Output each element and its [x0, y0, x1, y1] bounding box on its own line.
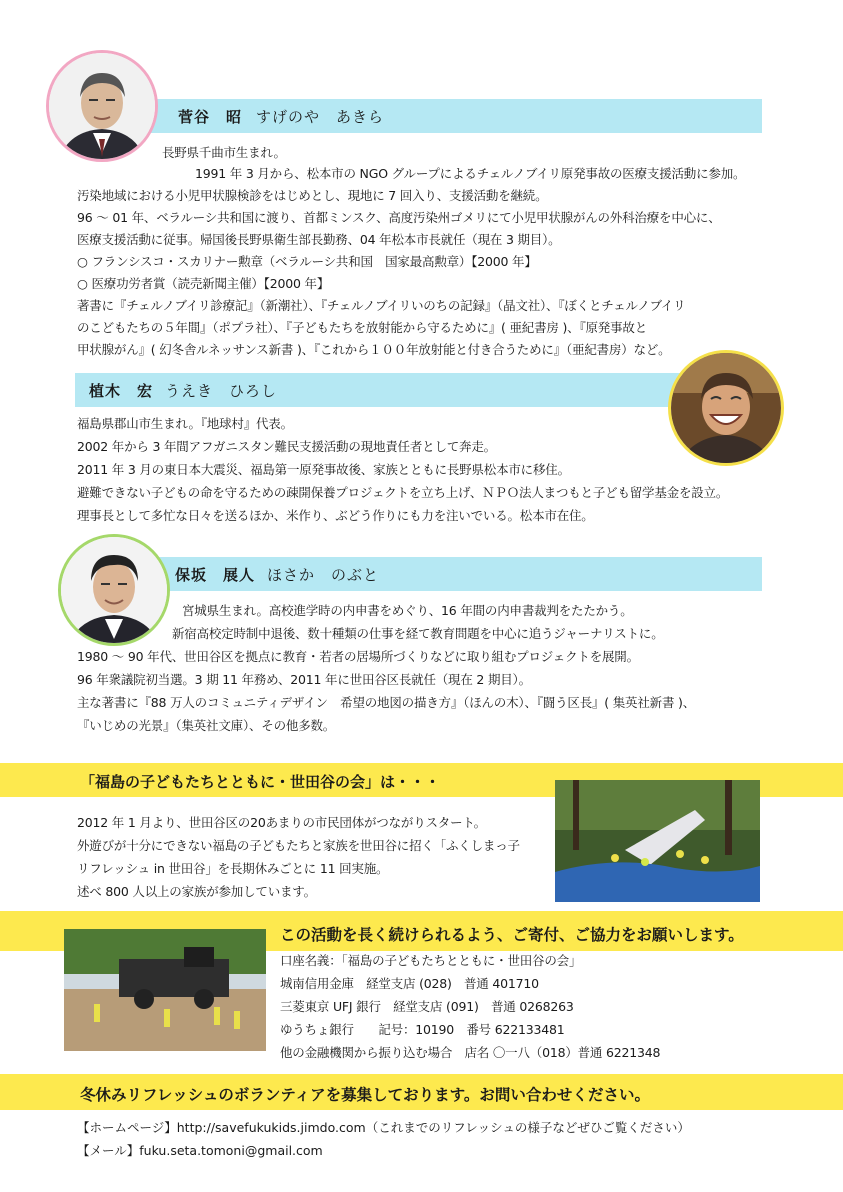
about-line: 述べ 800 人以上の家族が参加しています。 [77, 884, 316, 899]
profile-2-name: 植木 宏 [89, 382, 154, 400]
profile-1-line: ○ 医療功労者賞（読売新聞主催）【2000 年】 [77, 276, 330, 291]
profile-1-line: 96 ～ 01 年、ベラルーシ共和国に渡り、首都ミンスク、高度汚染州ゴメリにて小児甲状腺がんの外科治療を中心に、 [77, 210, 721, 225]
profile-3-name: 保坂 展人 [175, 566, 256, 584]
donation-line: ゆうちょ銀行 記号：10190 番号 622133481 [280, 1022, 565, 1037]
refresh-event-photo [555, 780, 760, 902]
profile-1-name: 菅谷 昭 [178, 108, 243, 126]
volunteer-heading: 冬休みリフレッシュのボランティアを募集しております。お問い合わせください。 [80, 1086, 650, 1104]
profile-2-namebar [75, 373, 685, 407]
donation-line: 口座名義：「福島の子どもたちとともに・世田谷の会」 [280, 953, 582, 968]
profile-1-line: 長野県千曲市生まれ。 [162, 145, 286, 160]
homepage-link[interactable]: 【ホームページ】http://savefukukids.jimdo.com（これまでのリフレッシュの様子などぜひご覧ください） [77, 1120, 690, 1135]
about-line: 2012 年 1 月より、世田谷区の20あまりの市民団体がつながりスタート。 [77, 815, 486, 830]
profile-1-line: のこどもたちの５年間』（ポプラ社）、『子どもたちを放射能から守るために』( 亜紀書房 )、『原発事故と [77, 320, 648, 335]
profile-2-line: 2011 年 3 月の東日本大震災、福島第一原発事故後、家族とともに長野県松本市に移住。 [77, 462, 570, 477]
profile-3-portrait [58, 534, 170, 646]
profile-1-line: ○ フランシスコ・スカリナー勲章（ベラルーシ共和国 国家最高勲章）【2000 年】 [77, 254, 537, 269]
about-line: リフレッシュ in 世田谷」を長期休みごとに 11 回実施。 [77, 861, 389, 876]
donation-line: 三菱東京 UFJ 銀行 経堂支店 (091) 普通 0268263 [280, 999, 574, 1014]
profile-1-portrait [46, 50, 158, 162]
profile-1-line: 著書に『チェルノブイリ診療記』（新潮社）、『チェルノブイリいのちの記録』（晶文社）、『ぼくとチェルノブイリ [77, 298, 686, 313]
profile-1-kana: すげのや あきら [256, 108, 385, 126]
profile-3-line: 『いじめの光景』（集英社文庫）、その他多数。 [77, 718, 336, 733]
profile-2-line: 理事長として多忙な日々を送るほか、米作り、ぶどう作りにも力を注いでいる。松本市在住。 [77, 508, 594, 523]
profile-2-portrait [668, 350, 784, 466]
profile-1-line: 汚染地域における小児甲状腺検診をはじめとし、現地に 7 回入り、支援活動を継続。 [77, 188, 548, 203]
donation-heading: この活動を長く続けられるよう、ご寄付、ご協力をお願いします。 [280, 926, 744, 944]
profile-3-namebar [155, 557, 762, 591]
profile-3-line: 1980 ～ 90 年代、世田谷区を拠点に教育・若者の居場所づくりなどに取り組むプロジェクトを展開。 [77, 649, 639, 664]
donation-line: 他の金融機関から振り込む場合 店名 〇一八（018）普通 6221348 [280, 1045, 661, 1060]
profile-1-line: 医療支援活動に従事。帰国後長野県衛生部長勤務、04 年松本市長就任（現在 3 期目）。 [77, 232, 561, 247]
profile-3-kana: ほさか のぶと [267, 566, 380, 584]
profile-2-line: 福島県郡山市生まれ。『地球村』代表。 [77, 416, 293, 431]
profile-3-line: 宮城県生まれ。高校進学時の内申書をめぐり、16 年間の内申書裁判をたたかう。 [182, 603, 633, 618]
children-park-photo [64, 929, 266, 1051]
volunteer-bar [0, 1074, 843, 1110]
profile-3-line: 新宿高校定時制中退後、数十種類の仕事を経て教育問題を中心に追うジャーナリストに。 [172, 626, 664, 641]
profile-2-kana: うえき ひろし [165, 382, 278, 400]
profile-1-line: 1991 年 3 月から、松本市の NGO グループによるチェルノブイリ原発事故の医療支援活動に参加。 [195, 166, 746, 181]
profile-2-line: 2002 年から 3 年間アフガニスタン難民支援活動の現地責任者として奔走。 [77, 439, 496, 454]
profile-3-line: 96 年衆議院初当選。3 期 11 年務め、2011 年に世田谷区長就任（現在 2 期目）。 [77, 672, 531, 687]
donation-line: 城南信用金庫 経堂支店 (028) 普通 401710 [280, 976, 539, 991]
profile-1-namebar [150, 99, 762, 133]
profile-1-line: 甲状腺がん』( 幻冬舎ルネッサンス新書 )、『これから１００年放射能と付き合うために』（亜紀書房）など。 [77, 342, 671, 357]
about-line: 外遊びが十分にできない福島の子どもたちと家族を世田谷に招く「ふくしまっ子 [77, 838, 520, 853]
profile-3-line: 主な著書に『88 万人のコミュニティデザイン 希望の地図の描き方』（ほんの木）、『闘う区長』( 集英社新書 )、 [77, 695, 696, 710]
profile-2-line: 避難できない子どもの命を守るための疎開保養プロジェクトを立ち上げ、ＮＰＯ法人まつもと子ども留学基金を設立。 [77, 485, 729, 500]
email-link[interactable]: 【メール】fuku.seta.tomoni@gmail.com [77, 1143, 323, 1158]
about-heading: 「福島の子どもたちとともに・世田谷の会」は・・・ [80, 773, 441, 791]
